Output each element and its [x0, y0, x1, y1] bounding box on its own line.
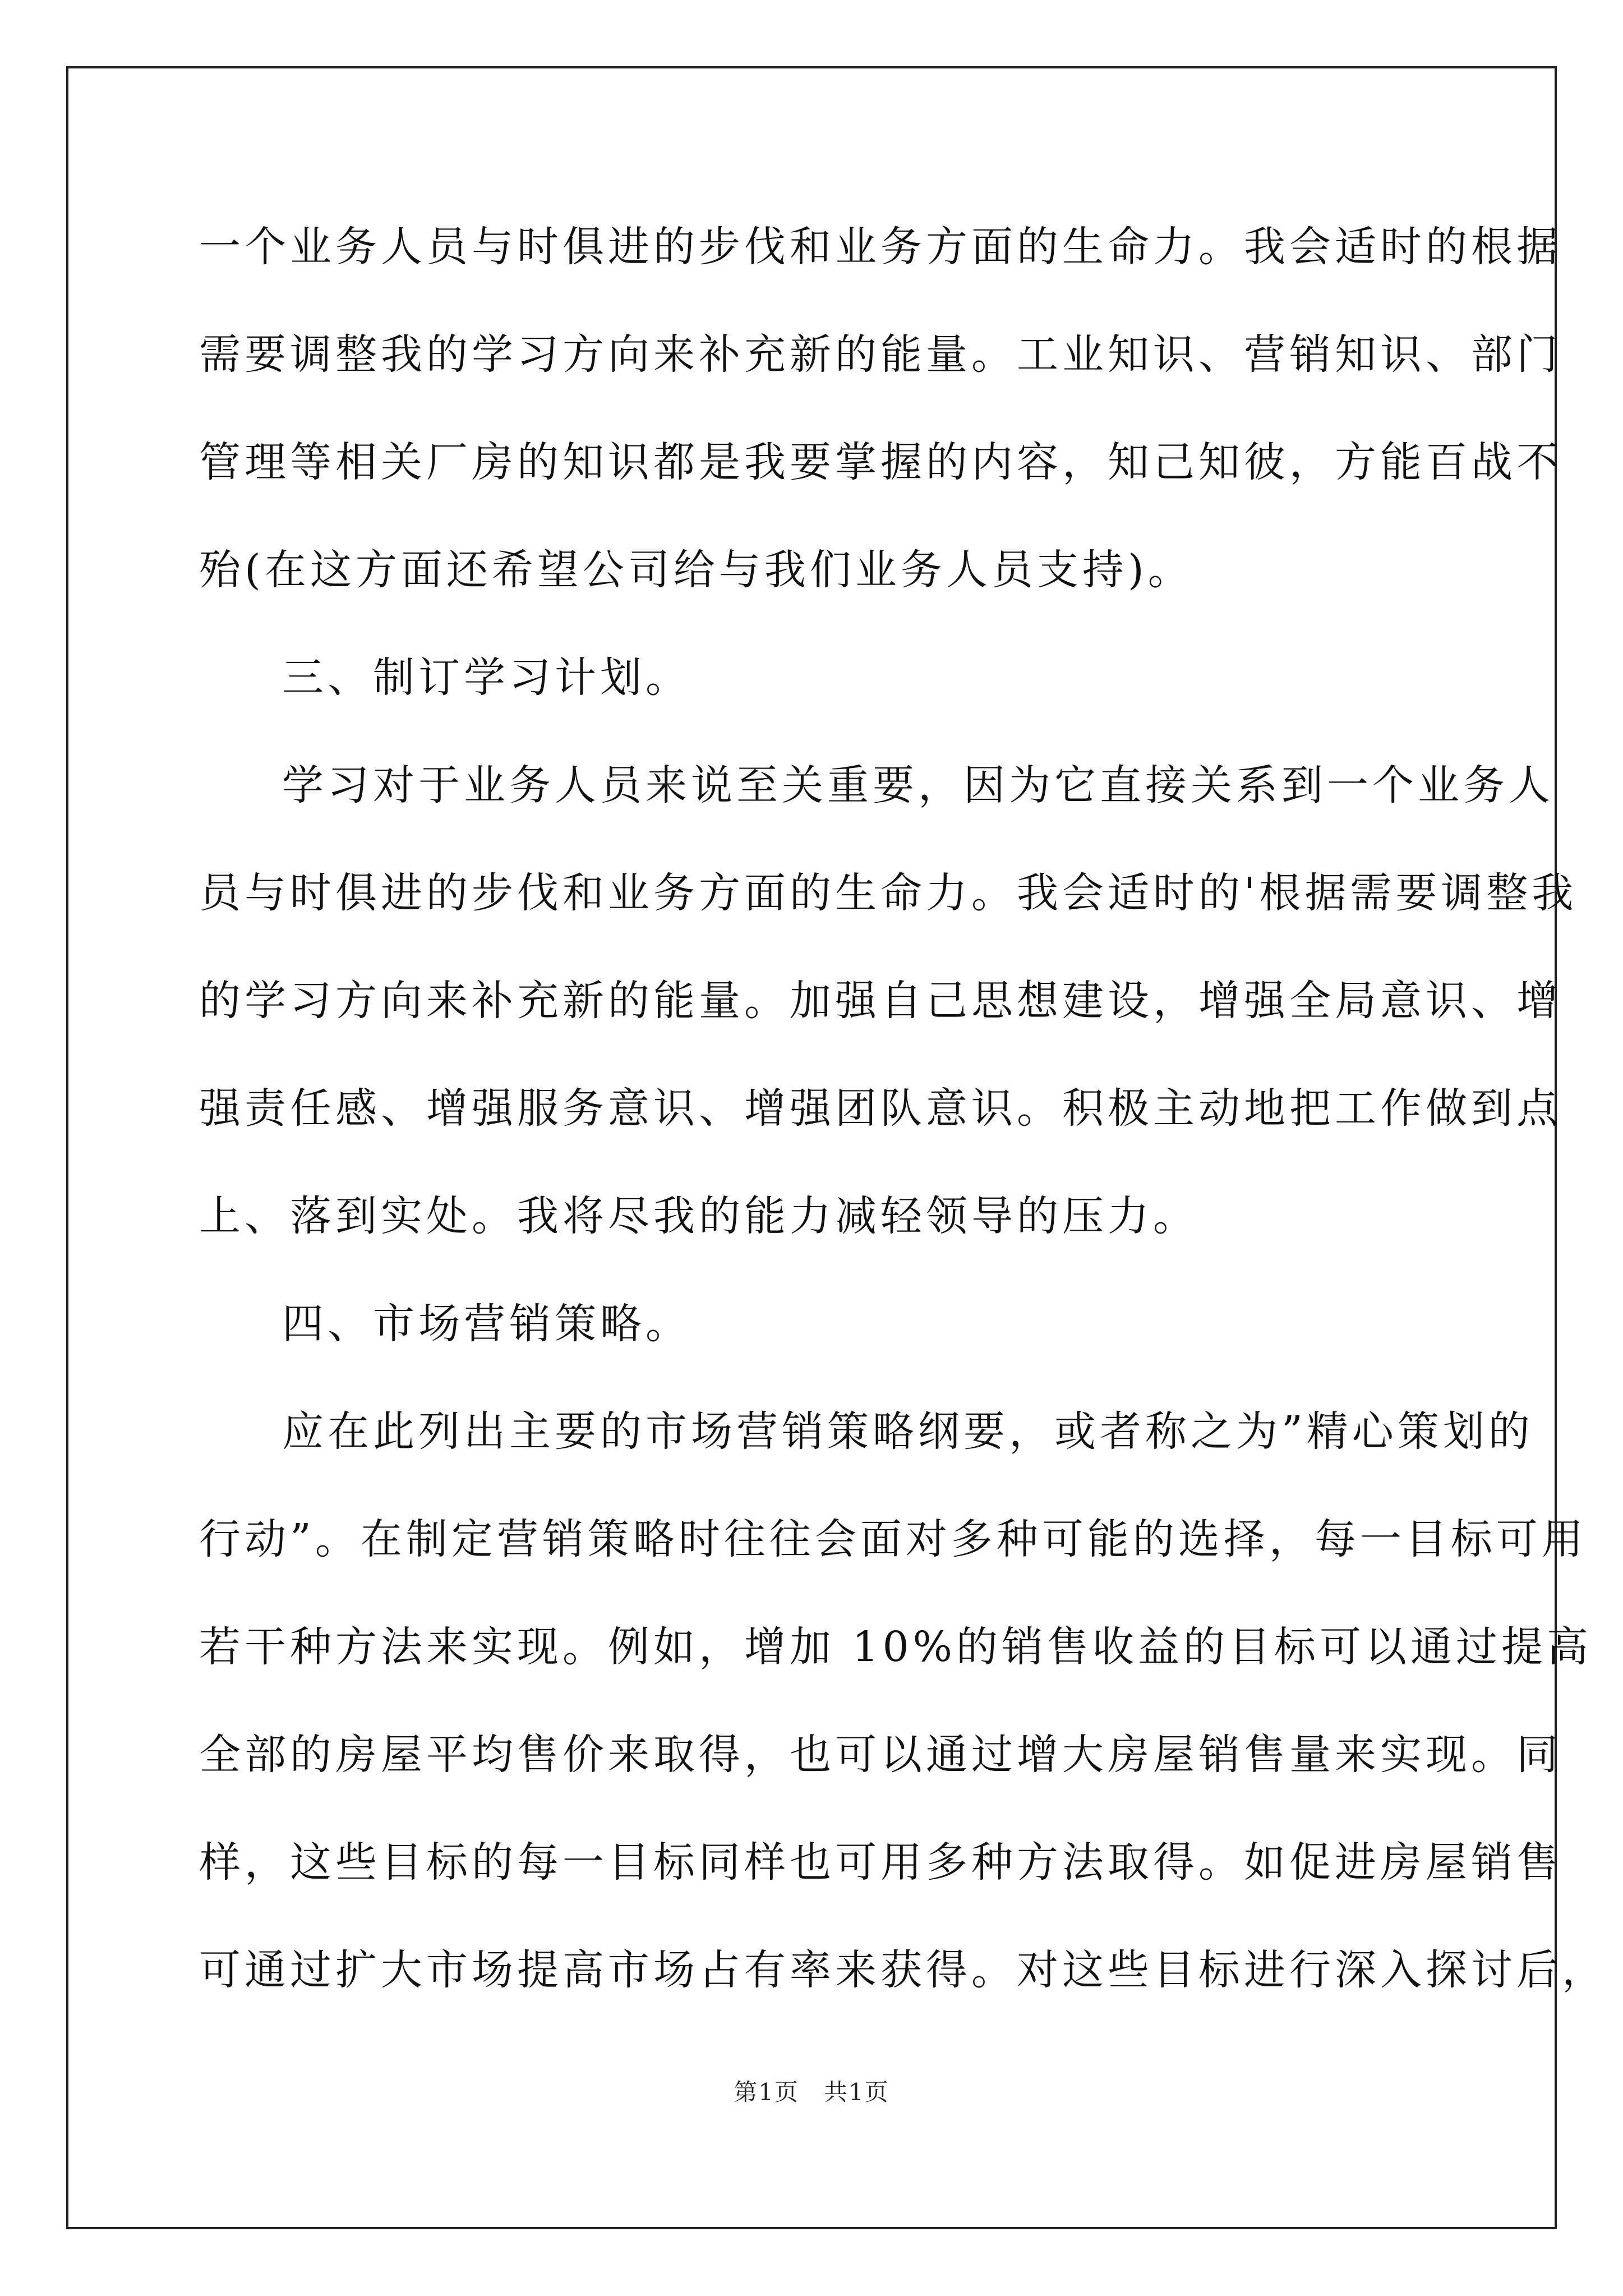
text-line: 一个业务人员与时俱进的步伐和业务方面的生命力。我会适时的根据	[199, 223, 1562, 271]
text-line: 需要调整我的学习方向来补充新的能量。工业知识、营销知识、部门	[199, 330, 1562, 379]
page-border	[66, 66, 1557, 2229]
text-line: 样，这些目标的每一目标同样也可用多种方法取得。如促进房屋销售	[199, 1838, 1562, 1887]
section-heading: 三、制订学习计划。	[282, 654, 691, 702]
text-line: 的学习方向来补充新的能量。加强自己思想建设，增强全局意识、增	[199, 977, 1562, 1025]
text-line: 应在此列出主要的市场营销策略纲要，或者称之为”精心策划的	[282, 1407, 1534, 1456]
section-heading: 四、市场营销策略。	[282, 1300, 691, 1348]
text-line: 员与时俱进的步伐和业务方面的生命力。我会适时的'根据需要调整我	[199, 869, 1578, 917]
text-line: 强责任感、增强服务意识、增强团队意识。积极主动地把工作做到点	[199, 1084, 1562, 1133]
text-line: 行动”。在制定营销策略时往往会面对多种可能的选择，每一目标可用	[199, 1515, 1587, 1563]
page-number-footer: 第1页 共1页	[734, 2078, 889, 2106]
text-line: 上、落到实处。我将尽我的能力减轻领导的压力。	[199, 1192, 1198, 1240]
text-line: 若干种方法来实现。例如，增加 10%的销售收益的目标可以通过提高	[199, 1623, 1592, 1671]
text-line: 全部的房屋平均售价来取得，也可以通过增大房屋销售量来实现。同	[199, 1731, 1562, 1779]
text-line: 可通过扩大市场提高市场占有率来获得。对这些目标进行深入探讨后，	[199, 1946, 1607, 1994]
text-line: 殆(在这方面还希望公司给与我们业务人员支持)。	[199, 546, 1193, 594]
text-line: 管理等相关厂房的知识都是我要掌握的内容，知己知彼，方能百战不	[199, 438, 1562, 486]
text-line: 学习对于业务人员来说至关重要，因为它直接关系到一个业务人	[282, 761, 1554, 809]
